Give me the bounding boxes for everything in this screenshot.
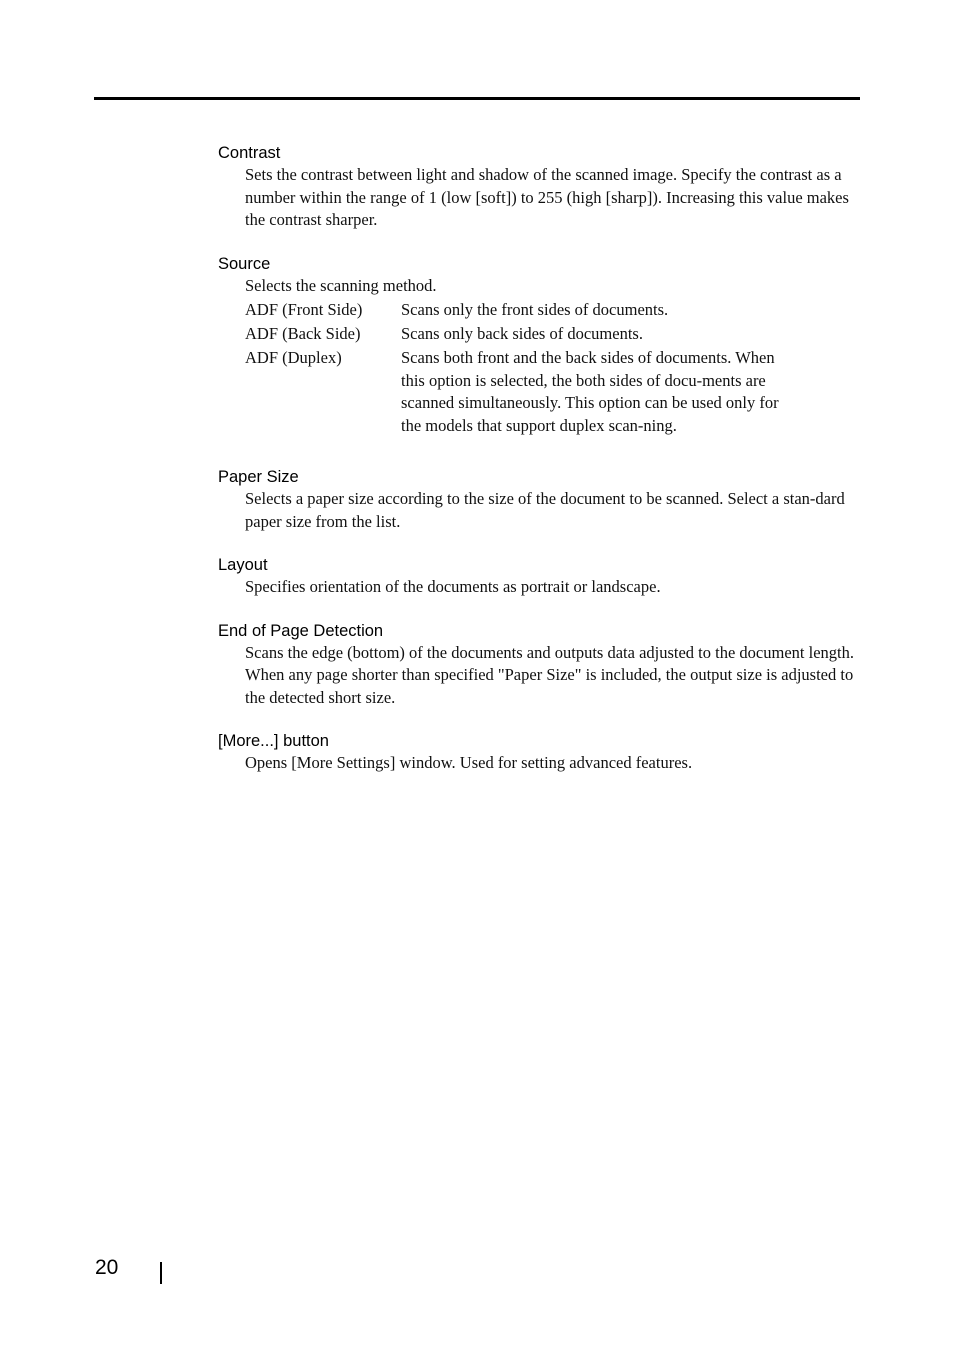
section-body: Selects a paper size according to the size of the document to be scanned. Select a stan-dard paper size from the list. [245,489,845,531]
section-heading: [More...] button [218,732,329,750]
section-body: Specifies orientation of the documents as portrait or landscape. [245,577,661,596]
option-row [245,323,858,346]
option-description: Scans only the front sides of documents. [401,300,669,319]
section-paper-size [218,466,858,533]
section-body: Selects the scanning method. [245,275,437,295]
section-heading: Paper Size [218,468,299,486]
section-heading: Layout [218,556,268,574]
option-name: ADF (Duplex) [245,348,342,367]
section-layout [218,554,858,599]
option-name: ADF (Front Side) [245,300,363,319]
section-contrast [218,142,858,232]
section-end-of-page-detection [218,620,858,710]
document-content [218,142,858,796]
section-heading: Source [218,254,271,273]
section-heading: Contrast [218,144,281,162]
option-description: Scans only back sides of documents. [401,324,643,343]
section-source [218,253,858,438]
page-number-divider [160,1262,162,1284]
option-row [245,299,858,322]
section-more-button [218,730,858,775]
section-body: Sets the contrast between light and shadow of the scanned image. Specify the contrast as a number within the range of 1 (low [soft]) to 255 (high [sharp]). Increasing this value makes the contrast sharper. [245,165,849,229]
option-description: Scans both front and the back sides of documents. When this option is selected, the both sides of docu-ments are scanned simultaneously. This option can be used only for the models that support duplex scan-ning. [401,348,779,435]
option-name: ADF (Back Side) [245,324,361,343]
section-body: Scans the edge (bottom) of the documents and outputs data adjusted to the document length. When any page shorter than specified "Paper Size" is included, the output size is adjusted to the detected short size. [245,642,854,707]
section-body: Opens [More Settings] window. Used for setting advanced features. [245,753,693,772]
section-heading: End of Page Detection [218,621,384,640]
source-options-list [245,299,858,437]
header-rule [94,97,860,100]
option-row [245,347,858,437]
page-number: 20 [95,1256,119,1279]
